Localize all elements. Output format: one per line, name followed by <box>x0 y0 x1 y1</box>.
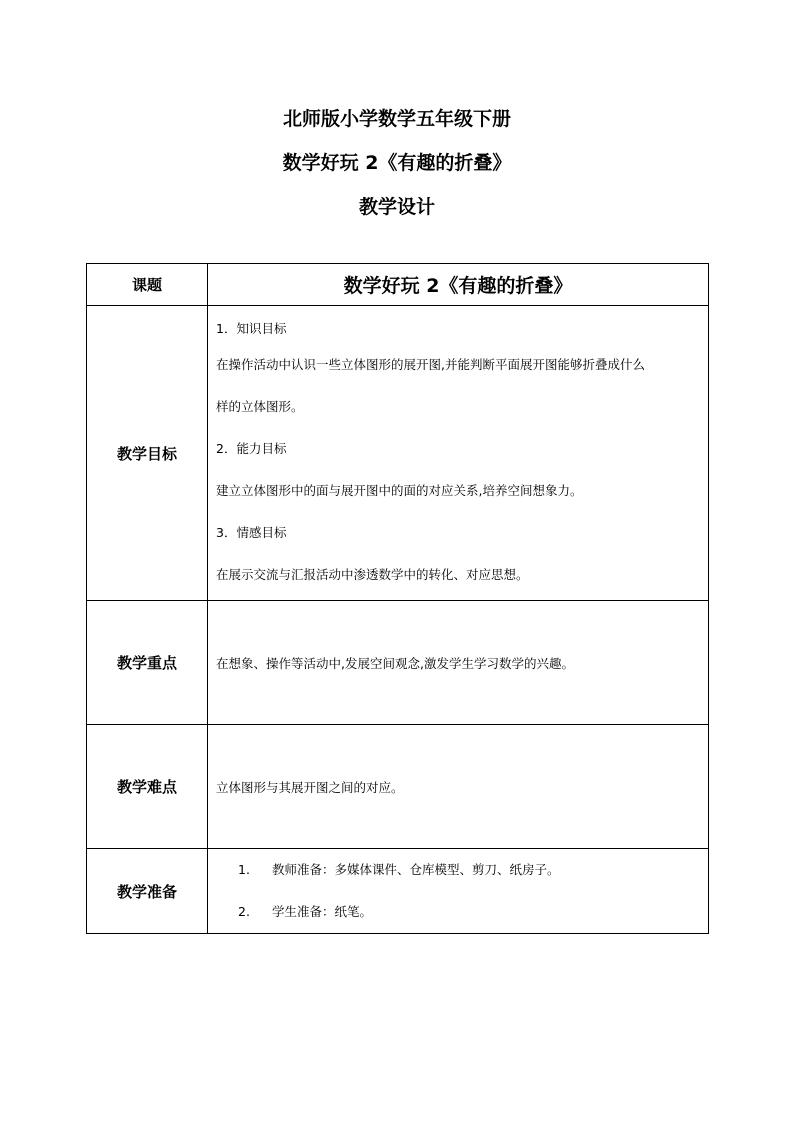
table-row-objectives <box>87 306 709 601</box>
key-points-text: 在想象、操作等活动中,发展空间观念,激发学生学习数学的兴趣。 <box>216 655 574 671</box>
lesson-plan-table <box>86 263 709 934</box>
key-points-label: 教学重点 <box>87 601 208 725</box>
preparation-item-text: 学生准备：纸笔。 <box>272 904 373 919</box>
document-title-line2: 数学好玩 2《有趣的折叠》 <box>282 152 512 174</box>
key-points-cell <box>208 601 709 725</box>
preparation-item <box>216 849 702 891</box>
objective-text: 建立立体图形中的面与展开图中的面的对应关系,培养空间想象力。 <box>216 483 583 498</box>
preparation-item-number: 2. <box>238 904 250 919</box>
objective-text: 样的立体图形。 <box>216 399 304 414</box>
difficulties-label: 教学难点 <box>87 725 208 849</box>
objective-heading-knowledge: 1．知识目标 <box>216 321 287 336</box>
objective-heading-ability: 2．能力目标 <box>216 441 287 456</box>
document-title-line3: 教学设计 <box>358 196 435 218</box>
document-title-line1: 北师版小学数学五年级下册 <box>282 108 511 130</box>
objective-text: 在操作活动中认识一些立体图形的展开图,并能判断平面展开图能够折叠成什么 <box>216 357 645 372</box>
preparation-label: 教学准备 <box>87 849 208 934</box>
document-title-block <box>0 104 794 236</box>
preparation-item-text: 教师准备：多媒体课件、仓库模型、剪刀、纸房子。 <box>272 862 560 877</box>
table-row-subject <box>87 264 709 306</box>
difficulties-text: 立体图形与其展开图之间的对应。 <box>216 779 404 795</box>
table-row-key-points <box>87 601 709 725</box>
preparation-cell <box>208 849 709 934</box>
objectives-cell <box>208 306 709 601</box>
subject-label: 课题 <box>87 264 208 306</box>
preparation-item <box>216 891 702 933</box>
objective-heading-emotion: 3．情感目标 <box>216 525 287 540</box>
objectives-label: 教学目标 <box>87 306 208 601</box>
objective-text: 在展示交流与汇报活动中渗透数学中的转化、对应思想。 <box>216 567 529 582</box>
subject-value: 数学好玩 2《有趣的折叠》 <box>208 264 709 306</box>
table-row-preparation <box>87 849 709 934</box>
difficulties-cell <box>208 725 709 849</box>
preparation-item-number: 1. <box>238 862 250 877</box>
table-row-difficulties <box>87 725 709 849</box>
